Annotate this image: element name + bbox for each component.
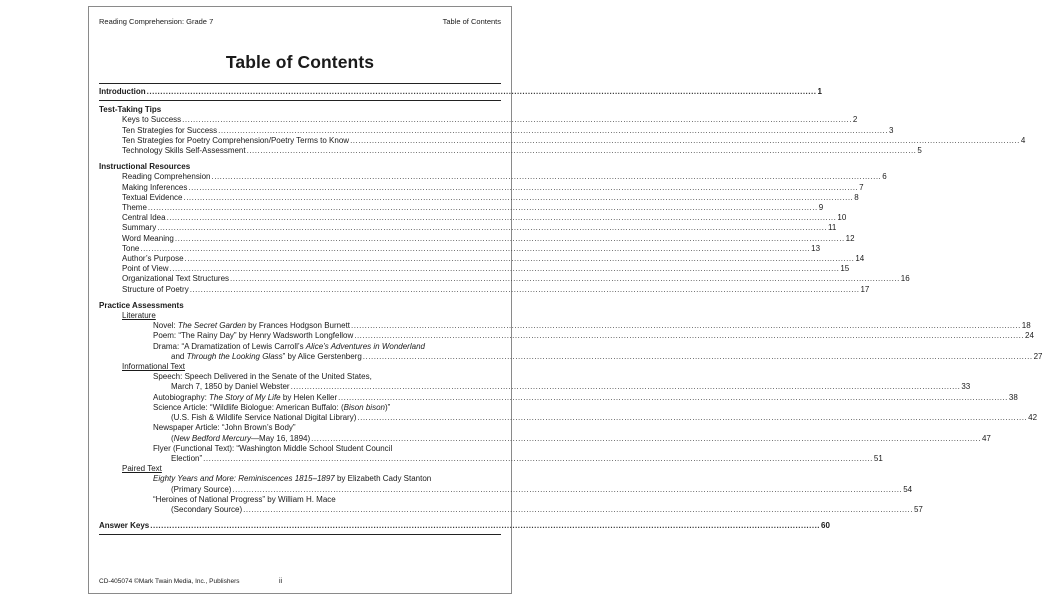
toc-entry: (Secondary Source) ..... 57 — [99, 505, 501, 515]
toc-entry: (Primary Source) ..... 54 — [99, 485, 501, 495]
toc-entry: and Through the Looking Glass” by Alice Gerstenberg ..... 27 — [99, 352, 501, 362]
header-section-title: Table of Contents — [442, 17, 501, 26]
toc-entry-line: Drama: “A Dramatization of Lewis Carroll’s Alice’s Adventures in Wonderland — [153, 341, 425, 351]
header-book-title: Reading Comprehension: Grade 7 — [99, 17, 214, 26]
document-page — [88, 6, 1042, 594]
divider — [99, 534, 501, 535]
toc-entry-line: Newspaper Article: “John Brown’s Body” — [153, 423, 296, 433]
page-number: ii — [279, 578, 283, 585]
toc-entry: Autobiography: The Story of My Life by Helen Keller ..... 38 — [99, 393, 501, 403]
toc-entry: Making Inferences ..... 7 — [99, 183, 501, 193]
toc-entry: Ten Strategies for Success ..... 3 — [99, 126, 501, 136]
toc-entry: Reading Comprehension ..... 6 — [99, 172, 501, 182]
divider — [99, 83, 501, 84]
toc-entry-line: Science Article: “Wildlife Biologue: American Buffalo: (Bison bison)” — [153, 402, 391, 412]
subsection-heading-literature: Literature — [122, 311, 156, 321]
toc-entry: (New Bedford Mercury—May 16, 1894) ..... 47 — [99, 434, 501, 444]
toc-entry: Tone ..... 13 — [99, 244, 501, 254]
toc-entry: March 7, 1850 by Daniel Webster ..... 33 — [99, 382, 501, 392]
toc-list — [99, 87, 1042, 535]
toc-entry: (U.S. Fish & Wildlife Service National Digital Library) ..... 42 — [99, 413, 501, 423]
toc-entry: Technology Skills Self-Assessment ..... 5 — [99, 146, 501, 156]
toc-entry-line: Eighty Years and More: Reminiscences 1815–1897 by Elizabeth Cady Stanton — [153, 474, 432, 484]
toc-entry: Author’s Purpose ..... 14 — [99, 254, 501, 264]
toc-entry: Point of View ..... 15 — [99, 264, 501, 274]
toc-entry: Election” ..... 51 — [99, 454, 501, 464]
page-title: Table of Contents — [225, 52, 375, 72]
subsection-heading-informational: Informational Text — [122, 362, 185, 372]
toc-entry: Summary ..... 11 — [99, 223, 501, 233]
toc-entry: Keys to Success ..... 2 — [99, 115, 501, 125]
toc-entry-line: Speech: Speech Delivered in the Senate of the United States, — [153, 372, 372, 382]
running-header — [99, 17, 501, 26]
toc-entry: Central Idea ..... 10 — [99, 213, 501, 223]
section-heading-test-taking: Test-Taking Tips — [99, 105, 162, 115]
toc-entry: Word Meaning ..... 12 — [99, 234, 501, 244]
toc-entry-line: Flyer (Functional Text): “Washington Middle School Student Council — [153, 443, 393, 453]
section-heading-practice: Practice Assessments — [99, 300, 184, 310]
toc-entry: Novel: The Secret Garden by Frances Hodgson Burnett ..... 18 — [99, 321, 501, 331]
toc-entry-introduction: Introduction ..... 1 — [99, 87, 501, 97]
toc-entry-line: “Heroines of National Progress” by William H. Mace — [153, 494, 336, 504]
publisher-credit: CD-405074 ©Mark Twain Media, Inc., Publishers — [99, 578, 240, 585]
subsection-heading-paired: Paired Text — [122, 464, 162, 474]
section-heading-instructional: Instructional Resources — [99, 162, 191, 172]
toc-entry: Ten Strategies for Poetry Comprehension/Poetry Terms to Know ..... 4 — [99, 136, 501, 146]
toc-entry-answer-keys: Answer Keys ..... 60 — [99, 521, 501, 531]
toc-entry: Theme ..... 9 — [99, 203, 501, 213]
toc-entry: Textual Evidence ..... 8 — [99, 193, 501, 203]
toc-entry: Poem: “The Rainy Day” by Henry Wadsworth Longfellow ..... 24 — [99, 331, 501, 341]
divider — [99, 100, 501, 101]
toc-entry: Organizational Text Structures ..... 16 — [99, 274, 501, 284]
toc-entry: Structure of Poetry ..... 17 — [99, 285, 501, 295]
